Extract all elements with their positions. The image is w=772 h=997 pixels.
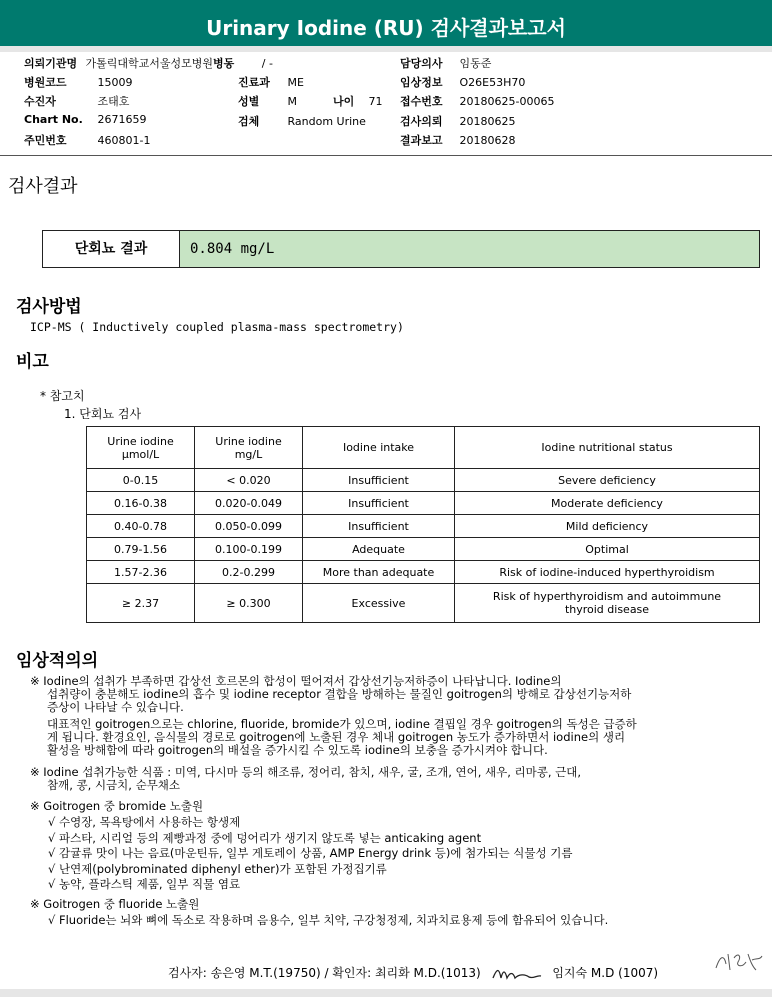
cell-mgl: < 0.020 (195, 469, 303, 492)
list-item: √ 농약, 플라스틱 제품, 일부 직물 염료 (48, 877, 241, 891)
cell-mgl: 0.020-0.049 (195, 492, 303, 515)
list-item: √ 감귤류 맛이 나는 음료(마운틴듀, 일부 게토레이 상품, AMP Energy drink 등)에 첨가되는 식물성 기름 (48, 846, 573, 860)
clinical-heading: 임상적의의 (16, 651, 99, 671)
hospital-code-value: 15009 (97, 76, 133, 89)
physician-text: 임지숙 M.D (1007) (552, 966, 659, 980)
table-row (87, 515, 760, 538)
cell-intake: Insufficient (303, 492, 455, 515)
results-heading: 검사결과 (8, 176, 78, 197)
report-date-value: 20180628 (459, 134, 516, 147)
age-label: 나이 (333, 95, 355, 108)
specimen-row (238, 113, 366, 129)
banner-divider (0, 46, 772, 52)
cell-status: Mild deficiency (455, 515, 760, 538)
cell-umol: 0.16-0.38 (87, 492, 195, 515)
list-item: √ Fluoride는 뇌와 뼈에 독소로 작용하며 음용수, 일부 치약, 구강청정제, 치과치료용제 등에 함유되어 있습니다. (48, 913, 609, 927)
doctor-row (400, 55, 491, 71)
chart-value: 2671659 (97, 113, 147, 126)
result-box (42, 230, 760, 268)
table-header-row (87, 427, 760, 469)
list-item: √ 파스타, 시리얼 등의 제빵과정 중에 덩어리가 생기지 않도록 넣는 anticaking agent (48, 830, 482, 845)
cell-intake: More than adequate (303, 561, 455, 584)
chart-label: Chart No. (24, 113, 83, 126)
cell-umol: 0-0.15 (87, 469, 195, 492)
report-date-label: 결과보고 (400, 134, 443, 147)
reference-table (86, 426, 760, 623)
cell-status: Moderate deficiency (455, 492, 760, 515)
cell-intake: Excessive (303, 584, 455, 623)
resident-label: 주민번호 (24, 134, 67, 147)
cell-mgl: ≥ 0.300 (195, 584, 303, 623)
table-row (87, 469, 760, 492)
request-value: 20180625 (459, 115, 516, 128)
table-row (87, 538, 760, 561)
iodine-foods: ※ Iodine 섭취가능한 식품 : 미역, 다시마 등의 해조류, 정어리, 참치, 새우, 굴, 조개, 연어, 새우, 리마콩, 근대, 참깨, 콩, 시금치, 순무채소 (30, 765, 582, 792)
institution-value: 가톨릭대학교서울성모병원 (85, 57, 214, 70)
examinee-row (24, 93, 129, 109)
cell-mgl: 0.2-0.299 (195, 561, 303, 584)
header-mgl: Urine iodine mg/L (195, 427, 303, 469)
dept-label: 진료과 (238, 76, 270, 89)
result-value: 0.804 mg/L (180, 231, 759, 267)
dept-value: ME (287, 76, 304, 89)
fluoride-list (48, 914, 608, 927)
fluoride-title: ※ Goitrogen 중 fluoride 노출원 (30, 897, 200, 911)
hospital-code-label: 병원코드 (24, 76, 67, 89)
cell-intake: Insufficient (303, 469, 455, 492)
receipt-label: 접수번호 (400, 95, 443, 108)
cell-status: Risk of iodine-induced hyperthyroidism (455, 561, 760, 584)
cell-status: Severe deficiency (455, 469, 760, 492)
doctor-value: 임동준 (459, 57, 492, 70)
bromide-list (48, 815, 572, 893)
cell-umol: 0.40-0.78 (87, 515, 195, 538)
method-text: ICP-MS ( Inductively coupled plasma-mass spectrometry) (30, 320, 404, 334)
header-intake: Iodine intake (303, 427, 455, 469)
table-row (87, 561, 760, 584)
report-title: Urinary Iodine (RU) 검사결과보고서 (0, 0, 772, 46)
table-row (87, 492, 760, 515)
hospital-code-row (24, 74, 133, 90)
institution-row (24, 55, 273, 71)
sex-age-row (238, 93, 383, 109)
cell-intake: Adequate (303, 538, 455, 561)
clinical-info-value: O26E53H70 (459, 76, 526, 89)
cell-umol: 1.57-2.36 (87, 561, 195, 584)
examinee-label: 수진자 (24, 95, 56, 108)
report-date-row (400, 132, 516, 148)
cell-mgl: 0.100-0.199 (195, 538, 303, 561)
sex-label: 성별 (238, 95, 260, 108)
cell-mgl: 0.050-0.099 (195, 515, 303, 538)
signature-icon (491, 966, 543, 982)
table-row (87, 584, 760, 623)
request-row (400, 113, 516, 129)
tester-text: 검사자: 송은영 M.T.(19750) / 확인자: 최리화 M.D.(1013) (168, 966, 481, 980)
clinical-paragraph-2: 대표적인 goitrogen으로는 chlorine, fluoride, bromide가 있으며, iodine 결핍일 경우 goitrogen의 독성은 급증하 게 됩니다. 환경요인, 음식물의 경로로 goitrogen에 노출된 경우 체내 goitrogen 농도가 증가하면서 iodine의 생리 활성을 방해함에 따라 goitrogen의 배설을 증가시킬 수 있도록 iodine의 보충을 증가시켜야 합니다. (47, 717, 637, 757)
clinical-paragraph-1: ※ Iodine의 섭취가 부족하면 갑상선 호르몬의 합성이 떨어져서 갑상선기능저하증이 나타납니다. Iodine의 섭취량이 충분해도 iodine의 흡수 및 iodine receptor 결합을 방해하는 물질인 goitrogen의 방해로 갑상선기능저하 증상이 나타날 수 있습니다. (30, 674, 632, 714)
header-umol: Urine iodine μmol/L (87, 427, 195, 469)
dept-row (238, 74, 304, 90)
clinical-info-row (400, 74, 525, 90)
header-divider (0, 155, 772, 156)
reference-title: * 참고치 (40, 389, 85, 403)
list-item: √ 난연제(polybrominated diphenyl ether)가 포함된 가정집기류 (48, 861, 387, 876)
cell-status: Optimal (455, 538, 760, 561)
receipt-value: 20180625-00065 (459, 95, 555, 108)
receipt-row (400, 93, 554, 109)
method-heading: 검사방법 (16, 297, 82, 317)
specimen-value: Random Urine (287, 115, 366, 128)
examinee-value: 조태호 (97, 95, 130, 108)
remarks-heading: 비고 (16, 352, 49, 372)
signature-line (168, 964, 658, 982)
header-status: Iodine nutritional status (455, 427, 760, 469)
chart-row (24, 113, 147, 126)
specimen-label: 검체 (238, 115, 260, 128)
ward-label: 병동 (213, 57, 235, 70)
bromide-title: ※ Goitrogen 중 bromide 노출원 (30, 799, 204, 813)
cell-umol: 0.79-1.56 (87, 538, 195, 561)
sex-value: M (287, 95, 297, 108)
cell-intake: Insufficient (303, 515, 455, 538)
result-label: 단회뇨 결과 (43, 231, 180, 267)
request-label: 검사의뢰 (400, 115, 443, 128)
resident-row (24, 132, 150, 148)
ward-value: / - (261, 57, 273, 70)
list-item: √ 수영장, 목욕탕에서 사용하는 항생제 (48, 815, 241, 829)
reference-subtitle: 1. 단회뇨 검사 (64, 407, 142, 421)
cell-umol: ≥ 2.37 (87, 584, 195, 623)
footer-bar (0, 989, 772, 997)
handwritten-signature-icon (712, 948, 764, 976)
age-value: 71 (368, 95, 383, 108)
resident-value: 460801-1 (97, 134, 151, 147)
cell-status: Risk of hyperthyroidism and autoimmune thyroid disease (455, 584, 760, 623)
doctor-label: 담당의사 (400, 57, 443, 70)
institution-label: 의뢰기관명 (24, 57, 78, 70)
clinical-info-label: 임상정보 (400, 76, 443, 89)
